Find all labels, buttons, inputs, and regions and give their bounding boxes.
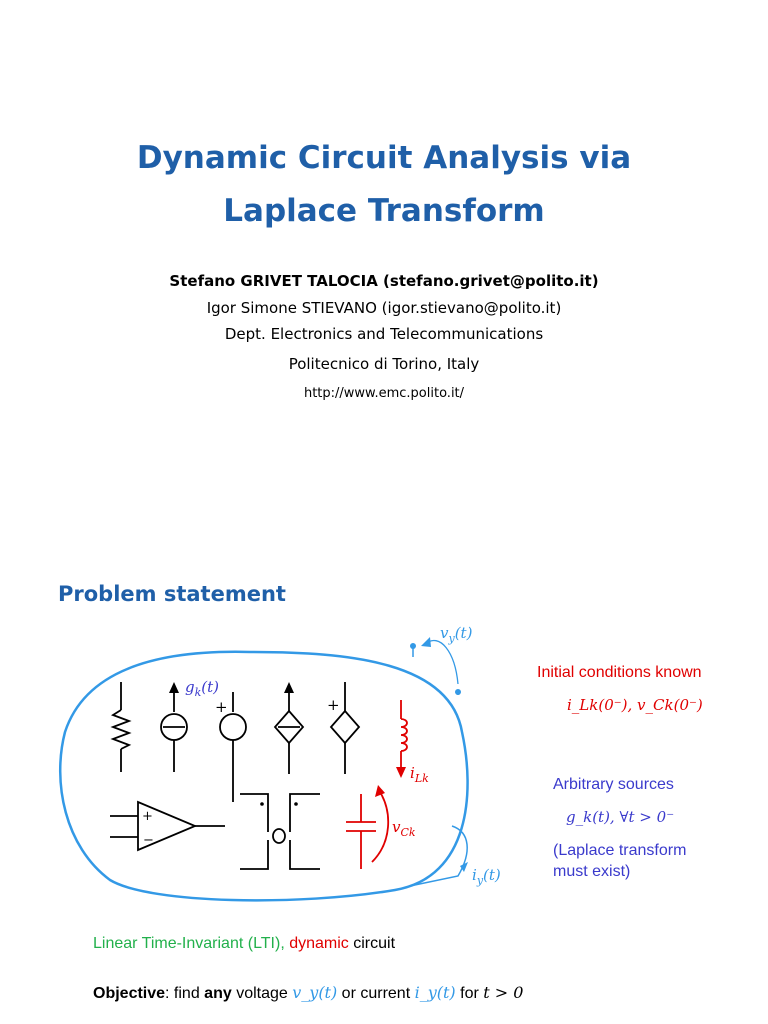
- op-amp-symbol: [110, 802, 225, 850]
- dependent-current-source-symbol: [275, 692, 303, 774]
- source-label: $g_k(t)$: [185, 678, 220, 699]
- time-condition: t > 0: [483, 983, 524, 1002]
- website-link[interactable]: http://www.emc.polito.it/: [303, 386, 465, 401]
- arbitrary-sources-expr: g_k(t), ∀t > 0⁻: [566, 808, 675, 826]
- lti-text: Linear Time-Invariant (LTI),: [93, 935, 290, 952]
- objective-text: : find: [165, 985, 205, 1002]
- slide-title-line1: Dynamic Circuit Analysis via: [136, 140, 632, 176]
- svg-text:+: +: [327, 696, 340, 714]
- problem-slide: [0, 512, 768, 1024]
- port-voltage-arrow: [425, 640, 458, 684]
- svg-text:−: −: [143, 833, 154, 848]
- resistor-symbol: [113, 682, 129, 772]
- voltage-text: voltage: [231, 985, 293, 1002]
- port-voltage-label: $v_y(t)$: [440, 624, 473, 645]
- svg-text:+: +: [142, 809, 153, 824]
- slide-title-line2: Laplace Transform: [223, 193, 545, 229]
- lti-description: [93, 935, 395, 953]
- laplace-note-line2: must exist): [553, 863, 631, 880]
- inductor-current-label: $i_{Lk}$: [410, 764, 429, 785]
- any-text: any: [204, 985, 232, 1002]
- objective-voltage: v_y(t): [292, 983, 338, 1002]
- circuit-text: circuit: [348, 935, 396, 952]
- current-source-symbol: [161, 692, 187, 772]
- initial-conditions-expr: i_Lk(0⁻), v_Ck(0⁻): [567, 696, 703, 714]
- inductor-symbol: [401, 700, 407, 767]
- transformer-symbol: [240, 794, 320, 869]
- dynamic-text: dynamic: [289, 935, 349, 952]
- objective-current: i_y(t): [414, 983, 456, 1002]
- slide-heading: Problem statement: [58, 582, 286, 606]
- capacitor-symbol: [346, 792, 388, 869]
- port-current-label: $i_y(t)$: [472, 866, 501, 887]
- objective-statement: [93, 983, 523, 1003]
- capacitor-voltage-label: $v_{Ck}$: [392, 818, 416, 839]
- initial-conditions-title: Initial conditions known: [537, 664, 702, 681]
- author-primary: Stefano GRIVET TALOCIA (stefano.grivet@polito.it): [169, 272, 599, 290]
- current-text: or current: [337, 985, 415, 1002]
- arbitrary-sources-title: Arbitrary sources: [553, 776, 674, 793]
- svg-text:+: +: [215, 698, 228, 716]
- author-secondary: Igor Simone STIEVANO (igor.stievano@polito.it): [206, 299, 562, 317]
- for-text: for: [455, 985, 484, 1002]
- department: Dept. Electronics and Telecommunications: [224, 325, 544, 343]
- institution: Politecnico di Torino, Italy: [288, 355, 480, 373]
- objective-label: Objective: [93, 985, 166, 1002]
- laplace-note-line1: (Laplace transform: [553, 842, 687, 859]
